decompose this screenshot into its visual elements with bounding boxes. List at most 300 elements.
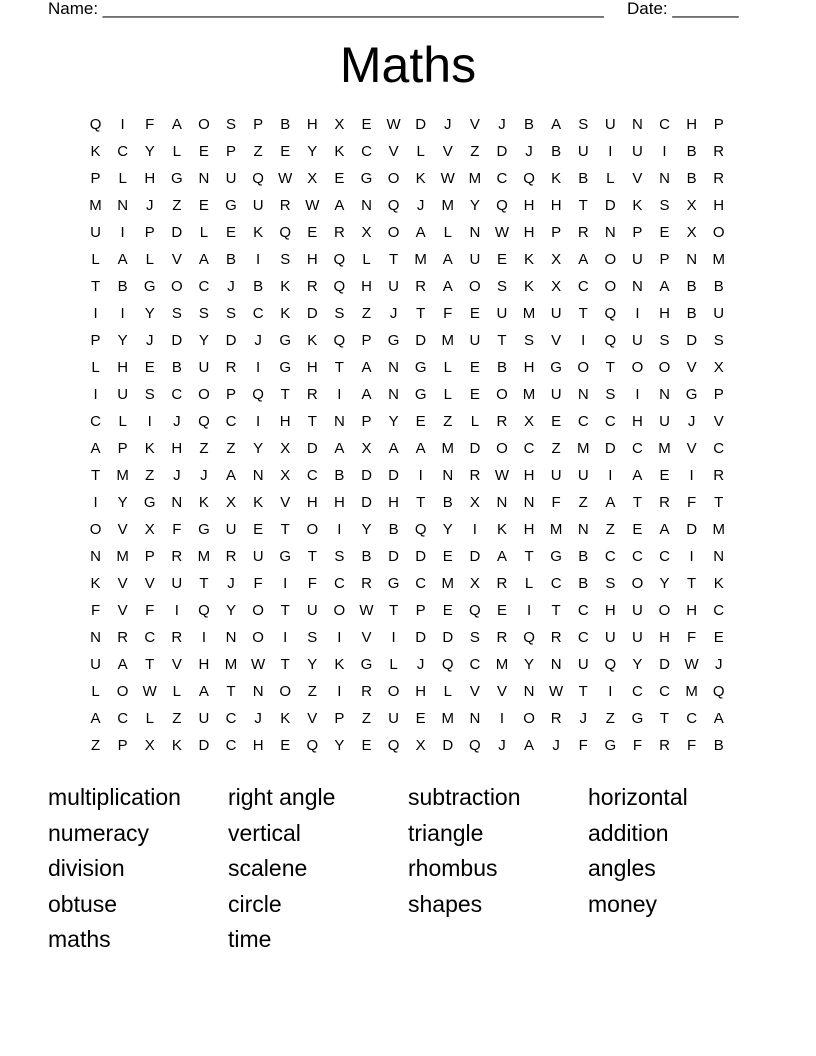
grid-letter: H [361,278,372,295]
grid-letter: B [713,278,724,295]
grid-letter: P [117,440,128,457]
grid-letter: R [496,575,508,592]
grid-letter: K [307,332,318,349]
grid-row [82,192,734,219]
grid-letter: L [199,224,209,241]
grid-letter: D [388,548,399,565]
grid-letter: B [226,251,237,268]
grid-letter: P [253,116,264,133]
grid-letter: Q [252,386,264,403]
word-list-item: horizontal [588,784,688,810]
grid-letter: G [631,710,644,727]
grid-letter: A [551,116,562,133]
grid-letter: V [117,521,128,538]
grid-letter: T [90,278,101,295]
grid-letter: B [442,494,453,511]
grid-letter: H [144,170,156,187]
grid-letter: J [254,710,262,727]
grid-letter: E [469,359,480,376]
grid-letter: F [145,116,155,133]
grid-letter: G [550,359,562,376]
word-list [48,780,768,958]
grid-letter: X [686,197,697,214]
grid-letter: E [280,737,291,754]
grid-letter: F [443,305,453,322]
grid-letter: X [307,170,318,187]
grid-letter: V [686,440,697,457]
date-field-line: Date: _______ [627,0,739,18]
grid-letter: N [361,197,372,214]
grid-letter: O [631,359,644,376]
grid-letter: Z [172,197,182,214]
grid-letter: A [388,440,399,457]
grid-row [82,408,734,435]
grid-letter: P [551,224,562,241]
grid-letter: C [225,710,237,727]
grid-letter: Y [469,197,480,214]
grid-letter: M [468,170,482,187]
grid-letter: C [632,440,643,457]
grid-letter: E [442,602,453,619]
grid-letter: D [415,629,427,646]
grid-letter: E [307,224,318,241]
grid-letter: C [604,548,616,565]
grid-letter: G [198,521,210,538]
grid-letter: U [632,143,643,160]
grid-letter: C [171,386,183,403]
grid-letter: D [225,332,237,349]
grid-letter: O [252,629,264,646]
grid-letter: C [577,602,589,619]
grid-letter: M [658,440,671,457]
grid-letter: U [198,359,210,376]
grid-letter: C [659,116,670,133]
grid-letter: K [280,305,291,322]
grid-letter: E [496,602,507,619]
grid-letter: R [333,224,345,241]
grid-letter: O [116,683,129,700]
grid-letter: Y [198,332,209,349]
grid-row [82,111,734,138]
grid-letter: W [494,467,510,484]
grid-letter: Z [307,683,317,700]
grid-letter: S [226,305,237,322]
grid-letter: E [361,737,372,754]
grid-letter: K [253,494,264,511]
grid-letter: O [306,521,319,538]
grid-letter: U [604,116,616,133]
grid-letter: N [577,386,589,403]
grid-letter: I [120,224,125,241]
grid-letter: K [415,170,426,187]
grid-letter: C [469,656,481,673]
grid-letter: O [333,602,346,619]
grid-letter: W [305,197,320,214]
grid-letter: N [388,359,399,376]
grid-letter: I [256,251,261,268]
grid-letter: N [442,467,454,484]
word-list-item: money [588,890,658,917]
grid-letter: O [712,224,725,241]
grid-letter: O [89,521,102,538]
grid-letter: O [604,278,617,295]
grid-letter: I [337,629,342,646]
grid-letter: D [415,548,427,565]
grid-letter: P [90,170,101,187]
grid-letter: Q [712,683,725,700]
grid-letter: U [225,521,237,538]
grid-letter: I [391,629,396,646]
grid-letter: N [523,494,535,511]
grid-letter: Z [361,305,372,322]
grid-letter: O [658,602,671,619]
grid-letter: I [337,386,342,403]
grid-letter: U [117,386,129,403]
grid-letter: U [550,467,562,484]
grid-letter: U [90,224,101,241]
grid-letter: R [361,683,372,700]
grid-letter: G [279,332,292,349]
grid-letter: K [496,521,507,538]
grid-letter: D [496,143,508,160]
grid-letter: A [524,737,535,754]
grid-letter: D [604,197,616,214]
grid-letter: L [389,656,398,673]
grid-letter: W [549,683,564,700]
grid-letter: L [145,251,154,268]
grid-letter: I [608,143,613,160]
grid-letter: Y [117,494,128,511]
grid-letter: X [686,224,697,241]
grid-letter: C [659,683,670,700]
grid-letter: C [198,278,210,295]
grid-letter: K [632,197,643,214]
grid-letter: U [225,170,237,187]
grid-letter: O [387,224,400,241]
grid-letter: B [388,521,399,538]
grid-letter: L [118,413,127,430]
grid-letter: Q [414,521,427,538]
grid-letter: E [226,224,237,241]
grid-row [82,165,734,192]
grid-letter: A [632,467,643,484]
grid-letter: Y [659,575,670,592]
grid-letter: B [578,170,589,187]
grid-letter: A [361,359,372,376]
grid-letter: L [172,683,181,700]
grid-letter: P [226,386,237,403]
grid-letter: E [361,116,372,133]
grid-letter: P [90,332,101,349]
grid-letter: A [496,548,507,565]
grid-letter: W [386,116,401,133]
grid-letter: H [550,197,562,214]
grid-letter: Y [442,521,453,538]
grid-letter: O [496,440,508,457]
grid-letter: X [226,494,237,511]
grid-letter: U [496,305,508,322]
grid-letter: A [442,251,453,268]
grid-letter: T [307,413,317,430]
grid-letter: E [469,305,480,322]
grid-letter: D [306,440,318,457]
grid-letter: P [117,737,128,754]
grid-letter: E [659,224,670,241]
grid-letter: E [280,143,291,160]
grid-letter: K [144,440,155,457]
grid-letter: C [632,683,643,700]
grid-letter: T [226,683,236,700]
grid-letter: O [279,683,292,700]
grid-row [82,138,734,165]
grid-letter: B [253,278,264,295]
grid-letter: J [498,737,506,754]
grid-letter: U [577,143,589,160]
grid-letter: R [279,197,291,214]
grid-letter: I [93,494,98,511]
grid-letter: V [713,413,724,430]
grid-letter: A [442,278,453,295]
grid-letter: V [280,494,291,511]
grid-letter: N [90,548,101,565]
grid-row [82,435,734,462]
grid-letter: Q [387,737,400,754]
grid-letter: Q [306,737,319,754]
grid-letter: Y [361,521,372,538]
grid-letter: C [117,143,129,160]
grid-letter: S [334,305,345,322]
grid-letter: L [606,170,615,187]
grid-letter: Q [279,224,292,241]
grid-letter: V [496,683,507,700]
grid-letter: F [578,737,588,754]
grid-letter: Z [443,413,453,430]
grid-letter: G [360,656,373,673]
grid-letter: Q [387,197,400,214]
grid-letter: N [469,224,481,241]
grid-letter: T [632,494,642,511]
grid-letter: W [251,656,266,673]
grid-letter: R [550,710,562,727]
grid-letter: T [388,602,399,619]
word-list-item: subtraction [408,784,521,810]
grid-letter: W [440,170,455,187]
grid-letter: U [198,710,210,727]
word-search-grid [82,111,734,759]
grid-letter: P [226,143,237,160]
grid-letter: F [145,602,155,619]
grid-letter: V [144,575,155,592]
grid-letter: D [415,116,427,133]
grid-letter: R [550,629,562,646]
grid-letter: T [416,305,426,322]
grid-letter: P [361,413,372,430]
grid-letter: C [333,575,345,592]
grid-letter: V [307,710,318,727]
grid-letter: Z [605,521,615,538]
grid-letter: I [499,710,505,727]
grid-letter: P [659,251,670,268]
grid-letter: U [632,251,643,268]
grid-letter: B [578,548,589,565]
grid-letter: Y [632,656,643,673]
grid-letter: X [469,494,480,511]
grid-letter: N [171,494,183,511]
grid-letter: G [225,197,237,214]
grid-letter: I [472,521,477,538]
grid-letter: G [685,386,698,403]
grid-letter: N [523,683,535,700]
grid-row [82,570,734,597]
grid-letter: M [712,521,725,538]
grid-letter: X [361,440,372,457]
grid-letter: A [90,710,101,727]
grid-letter: T [280,386,290,403]
grid-letter: G [414,359,427,376]
grid-letter: A [198,251,209,268]
grid-letter: A [171,116,182,133]
page-title: Maths [339,37,477,93]
grid-letter: P [632,224,643,241]
grid-letter: E [551,413,562,430]
grid-row [82,300,734,327]
grid-letter: H [523,521,535,538]
grid-letter: I [256,413,261,430]
grid-letter: I [635,305,640,322]
grid-letter: H [713,197,725,214]
grid-letter: H [171,440,183,457]
grid-letter: Q [604,305,617,322]
grid-letter: D [659,656,670,673]
grid-letter: A [117,251,128,268]
grid-letter: B [334,467,345,484]
grid-letter: B [713,737,724,754]
grid-letter: M [441,332,455,349]
grid-letter: X [144,737,155,754]
grid-letter: A [713,710,724,727]
grid-letter: Q [333,278,346,295]
grid-letter: N [632,278,643,295]
grid-letter: U [632,332,643,349]
grid-letter: Y [307,143,318,160]
grid-letter: J [145,197,154,214]
word-list-item: shapes [408,890,483,917]
grid-letter: N [469,710,481,727]
grid-letter: X [713,359,724,376]
grid-letter: N [632,116,643,133]
grid-letter: H [306,359,318,376]
grid-letter: G [360,170,373,187]
grid-letter: N [90,629,101,646]
grid-letter: F [172,521,182,538]
grid-letter: N [550,656,562,673]
grid-letter: P [144,548,155,565]
grid-letter: X [144,521,155,538]
grid-letter: Q [333,251,346,268]
grid-letter: D [171,332,183,349]
grid-letter: O [496,386,508,403]
grid-letter: R [577,224,589,241]
grid-letter: H [523,359,535,376]
grid-letter: J [173,467,181,484]
grid-letter: H [632,413,643,430]
grid-letter: T [497,332,507,349]
grid-letter: G [279,359,292,376]
grid-letter: J [254,332,262,349]
grid-letter: E [415,413,426,430]
grid-letter: L [172,143,181,160]
grid-letter: T [280,656,290,673]
grid-letter: N [713,548,725,565]
grid-letter: R [306,386,318,403]
grid-letter: G [170,170,183,187]
grid-letter: O [577,359,590,376]
grid-row [82,327,734,354]
grid-letter: B [686,305,697,322]
grid-letter: Y [388,413,399,430]
grid-letter: H [198,656,210,673]
grid-letter: V [171,251,182,268]
grid-letter: J [579,710,587,727]
grid-letter: Z [226,440,236,457]
grid-letter: S [659,197,670,214]
grid-letter: H [306,251,318,268]
grid-row [82,651,734,678]
grid-letter: K [280,710,291,727]
grid-letter: O [387,170,400,187]
grid-letter: J [227,278,235,295]
grid-letter: M [576,440,590,457]
grid-letter: M [441,197,455,214]
grid-letter: B [578,575,589,592]
grid-letter: U [171,575,183,592]
grid-letter: C [632,548,643,565]
grid-letter: Y [253,440,264,457]
grid-letter: C [659,548,670,565]
grid-letter: C [225,737,237,754]
grid-letter: M [495,656,509,673]
grid-row [82,678,734,705]
grid-letter: C [496,170,508,187]
grid-letter: T [388,251,399,268]
grid-letter: T [199,575,209,592]
grid-letter: R [496,413,508,430]
grid-letter: U [388,710,399,727]
word-list-item: right angle [228,784,336,810]
grid-letter: Z [578,494,588,511]
word-list-item: addition [588,819,669,846]
grid-letter: E [415,710,426,727]
grid-letter: H [523,467,535,484]
grid-letter: X [551,251,562,268]
grid-letter: D [442,629,454,646]
grid-letter: M [522,305,536,322]
grid-letter: S [144,386,155,403]
name-field-line: Name: _____________________________________________________ [48,0,604,18]
grid-letter: U [577,467,589,484]
grid-letter: E [442,548,453,565]
grid-letter: U [90,656,101,673]
grid-letter: G [387,575,400,592]
grid-letter: C [361,143,372,160]
grid-letter: U [577,656,589,673]
grid-letter: L [91,683,100,700]
grid-letter: I [581,332,586,349]
grid-letter: D [171,224,183,241]
grid-letter: H [604,602,616,619]
grid-letter: T [280,521,290,538]
grid-letter: M [224,656,238,673]
